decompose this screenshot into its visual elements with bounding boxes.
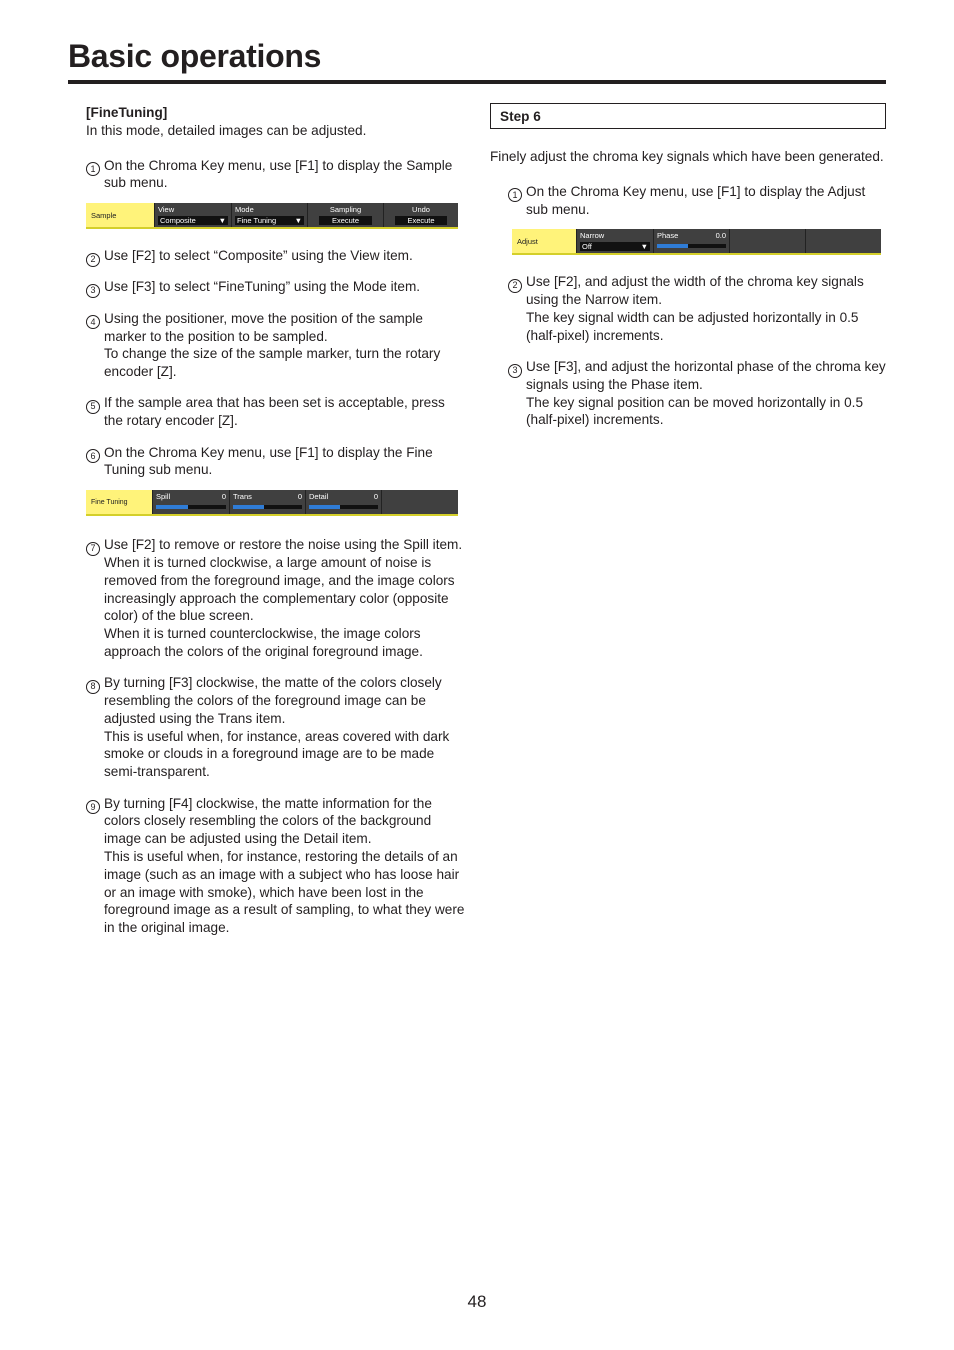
step-text: On the Chroma Key menu, use [F1] to display the Sample sub menu. [104, 157, 453, 191]
step-text: By turning [F3] clockwise, the matte of the colors closely resembling the colors of the foreground image can be adjusted using the Trans item. [104, 675, 442, 726]
step-text: Use [F3] to select “FineTuning” using the Mode item. [104, 279, 421, 295]
step-text: On the Chroma Key menu, use [F1] to display the Adjust sub menu. [526, 183, 866, 217]
step-text: Use [F3], and adjust the horizontal phase of the chroma key signals using the Phase item. [526, 359, 886, 392]
step-number: 5 [86, 394, 104, 430]
finetuning-intro: In this mode, detailed images can be adjusted. [86, 122, 367, 138]
narrow-select[interactable] [580, 242, 650, 251]
step-number: 1 [508, 183, 526, 219]
step-text: Use [F2] to select “Composite” using the View item. [104, 248, 413, 264]
left-step-4 [86, 310, 466, 381]
detail-item[interactable] [305, 490, 381, 514]
right-step-1 [490, 183, 886, 219]
fine-tuning-menu-category: Fine Tuning [86, 490, 152, 514]
chevron-down-icon: ▼ [640, 242, 648, 252]
spill-level-bar[interactable] [156, 505, 226, 509]
finetuning-heading: [FineTuning] [86, 105, 168, 120]
step-number: 3 [508, 358, 526, 429]
mode-item[interactable] [231, 203, 307, 227]
left-step-8 [86, 674, 466, 781]
step-text-extra: The key signal width can be adjusted horizontally in 0.5 (half-pixel) increments. [526, 309, 859, 343]
left-step-5 [86, 394, 466, 430]
step-number: 2 [508, 273, 526, 344]
adjust-sub-menu [512, 229, 881, 255]
view-label: View [158, 205, 175, 215]
step-6-intro: Finely adjust the chroma key signals which have been generated. [490, 149, 884, 164]
step-text-extra: When it is turned counterclockwise, the image colors approach the colors of the original foreground image. [104, 626, 423, 659]
step-text: By turning [F4] clockwise, the matte information for the colors closely resembling the colors of the background image can be adjusted using the Detail item. [104, 795, 432, 847]
step-number: 8 [86, 674, 104, 781]
sample-sub-menu [86, 203, 458, 229]
empty-menu-cell [729, 229, 805, 253]
detail-label: Detail [309, 492, 329, 502]
left-step-9 [86, 795, 466, 937]
step-text: Use [F2], and adjust the width of the chroma key signals using the Narrow item. [526, 274, 864, 308]
chevron-down-icon: ▼ [294, 216, 302, 226]
spill-value: 0 [221, 492, 226, 502]
narrow-value: Off [582, 242, 592, 252]
undo-item[interactable] [383, 203, 458, 227]
view-item[interactable] [154, 203, 231, 227]
trans-level-bar[interactable] [233, 505, 302, 509]
sampling-label: Sampling [329, 205, 362, 215]
step-number: 1 [86, 157, 104, 193]
empty-menu-cell [805, 229, 881, 253]
step-text-extra: To change the size of the sample marker, turn the rotary encoder [Z]. [104, 346, 441, 380]
sampling-execute-button[interactable]: Execute [319, 216, 372, 225]
sampling-item[interactable] [307, 203, 383, 227]
step-number: 9 [86, 795, 104, 937]
step-number: 3 [86, 278, 104, 296]
left-step-3 [86, 278, 466, 296]
sample-menu-category: Sample [86, 203, 154, 227]
undo-label: Undo [412, 205, 430, 215]
narrow-item[interactable] [576, 229, 653, 253]
step-number: 2 [86, 247, 104, 265]
phase-level-bar[interactable] [657, 244, 726, 248]
mode-value: Fine Tuning [237, 216, 277, 226]
right-step-2 [490, 273, 886, 344]
phase-label: Phase [657, 231, 679, 241]
step-number: 7 [86, 536, 104, 661]
left-step-6 [86, 444, 466, 480]
empty-menu-cell [381, 490, 458, 514]
step-text: Use [F2] to remove or restore the noise using the Spill item. [104, 537, 463, 553]
narrow-label: Narrow [580, 231, 605, 241]
spill-item[interactable] [152, 490, 229, 514]
trans-item[interactable] [229, 490, 305, 514]
step-text-extra: This is useful when, for instance, restoring the details of an image (such as an image with a subject who has loose hair or an image with smoke), which have been lost in the foreground image as a result of sampling, to what they were in the original image. [104, 848, 465, 936]
phase-value: 0.0 [715, 231, 726, 241]
step-text-extra: When it is turned clockwise, a large amount of noise is removed from the foreground image, and the image colors increasingly approach the complementary color (opposite color) of the blue screen. [104, 554, 455, 624]
step-text: If the sample area that has been set is acceptable, press the rotary encoder [Z]. [104, 395, 445, 429]
left-step-2 [86, 247, 466, 265]
spill-label: Spill [156, 492, 171, 502]
step-text-extra: The key signal position can be moved horizontally in 0.5 (half-pixel) increments. [526, 394, 864, 428]
phase-item[interactable] [653, 229, 729, 253]
step-6-box: Step 6 [490, 103, 886, 129]
step-number: 4 [86, 310, 104, 381]
fine-tuning-sub-menu [86, 490, 458, 516]
trans-value: 0 [297, 492, 302, 502]
mode-label: Mode [235, 205, 254, 215]
left-step-1 [86, 157, 466, 193]
step-text-extra: This is useful when, for instance, areas covered with dark smoke or clouds in a foreground image are to be made semi-transparent. [104, 728, 450, 780]
adjust-menu-category: Adjust [512, 229, 576, 253]
page-title: Basic operations [68, 38, 322, 74]
page-number: 48 [467, 1292, 487, 1311]
right-step-3 [490, 358, 886, 429]
undo-execute-button[interactable]: Execute [395, 216, 447, 225]
view-value: Composite [160, 216, 196, 226]
detail-level-bar[interactable] [309, 505, 378, 509]
view-select[interactable] [158, 216, 228, 225]
right-column [490, 103, 886, 429]
step-text: Using the positioner, move the position of the sample marker to the position to be sampled. [104, 310, 423, 344]
left-column [86, 104, 466, 937]
detail-value: 0 [373, 492, 378, 502]
trans-label: Trans [233, 492, 252, 502]
mode-select[interactable] [235, 216, 304, 225]
chevron-down-icon: ▼ [218, 216, 226, 226]
step-number: 6 [86, 444, 104, 480]
step-text: On the Chroma Key menu, use [F1] to display the Fine Tuning sub menu. [104, 444, 433, 478]
left-step-7 [86, 536, 466, 661]
title-rule [68, 80, 886, 84]
